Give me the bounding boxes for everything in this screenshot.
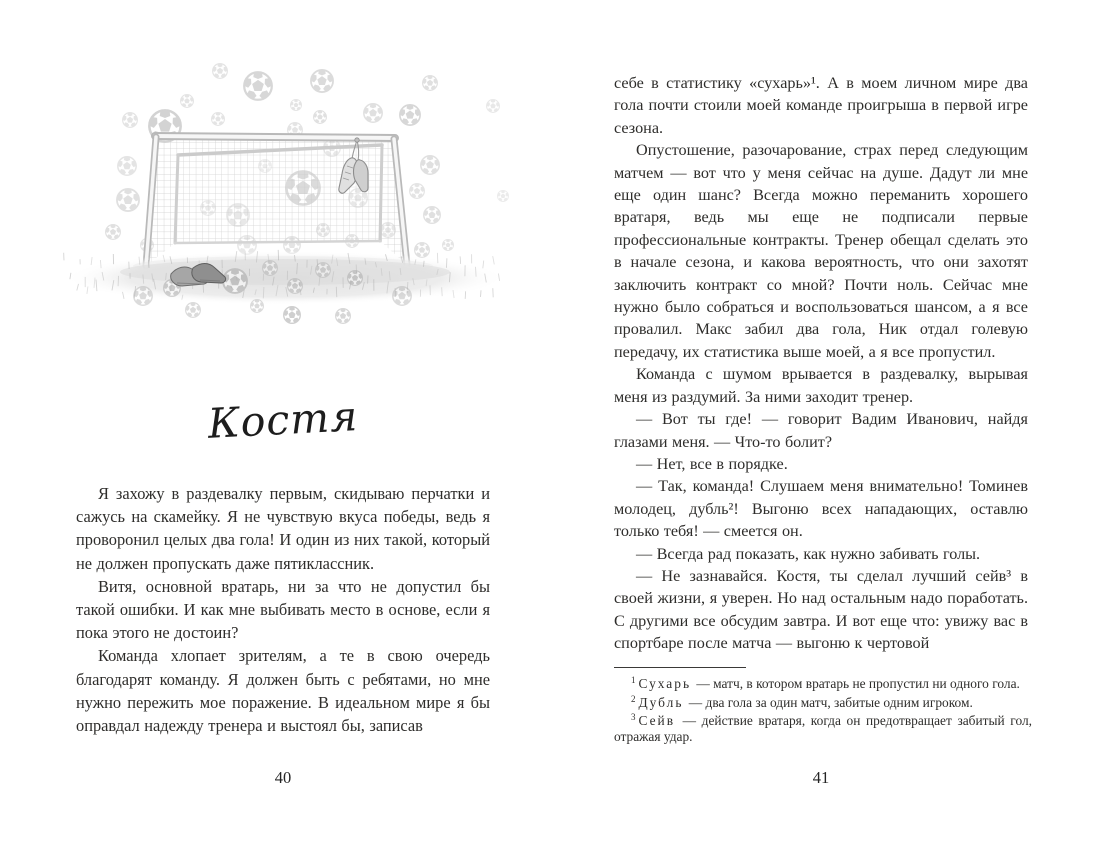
soccer-ball-icon [133, 287, 152, 305]
grass-blade [148, 260, 149, 268]
paragraph: Витя, основной вратарь, ни за что не допустил бы такой ошибки. И как мне выбивать место в основе, если я пока этого не достоин? [76, 576, 490, 643]
soccer-ball-icon [105, 225, 121, 240]
soccer-ball-icon [290, 99, 302, 110]
paragraph: — Нет, все в порядке. [636, 454, 788, 473]
footnote [614, 710, 1032, 744]
chapter-illustration [55, 46, 545, 348]
soccer-ball-icon [486, 100, 500, 113]
soccer-ball-icon [222, 269, 247, 293]
grass-blade [476, 267, 477, 277]
paragraph: Опустошение, разочарование, страх перед следующим матчем — вот что у меня сейчас на душе. Дадут ли мне еще один шанс? Всегда можно переманить хорошего вратаря, ведь мы еще не подписали первые профессиональные контракты. Тренер обещал сделать это в начале сезона, и какова вероятность, что они захотят заключить контракт со мной? Почти ноль. Сейчас мне нужно было собраться и воспользоваться шансом, а я все провалил. Макс забил два гола, Ник отдал голевую передачу, их статистика выше моей, а я все пропустил. [614, 141, 1028, 361]
soccer-goal [146, 135, 407, 266]
left-page-text [76, 482, 490, 737]
footnote-definition: — два гола за один матч, забитые одним игроком. [685, 694, 973, 710]
footnote-marker: 2 [631, 693, 636, 704]
grass-blade [336, 287, 337, 297]
soccer-ball-icon [212, 64, 228, 79]
footnote-marker: 3 [631, 712, 636, 723]
paragraph: Команда с шумом врывается в раздевалку, вырывая меня из раздумий. За ними заходит тренер. [614, 365, 1028, 406]
footnote-term: Сейв [638, 713, 676, 729]
soccer-ball-icon [414, 243, 430, 258]
soccer-ball-icon [363, 104, 382, 122]
footnote-term: Сухарь [638, 676, 692, 691]
page-right [550, 0, 1100, 845]
right-page-text [614, 72, 1028, 655]
page-number-right: 41 [812, 768, 830, 787]
soccer-ball-icon [185, 303, 201, 318]
grass [63, 250, 507, 305]
grass-blade [424, 261, 425, 267]
soccer-ball-icon [409, 184, 425, 199]
grass-blade [91, 257, 92, 265]
footnote [614, 673, 1032, 692]
soccer-ball-icon [347, 271, 363, 286]
soccer-ball-icon [243, 72, 272, 100]
soccer-ball-icon [313, 111, 327, 124]
soccer-ball-icon [310, 70, 333, 92]
paragraph: Я захожу в раздевалку первым, скидываю перчатки и сажусь на скамейку. Я не чувствую вкуса победы, ведь я проворонил целых два гола! И один из них такой, который не должен пропускать даже пятиклассник. [76, 484, 490, 573]
paragraph: — Вот ты где! — говорит Вадим Иванович, найдя глазами меня. — Что-то болит? [614, 410, 1028, 451]
grass-blade [437, 253, 438, 263]
footnote-rule [614, 667, 746, 668]
soccer-ball-icon [335, 309, 351, 324]
soccer-ball-icon [422, 76, 438, 91]
soccer-ball-icon [180, 95, 194, 108]
soccer-ball-icon [117, 157, 136, 175]
soccer-ball-icon [287, 279, 303, 294]
footnote-marker: 1 [631, 675, 636, 685]
soccer-ball-icon [211, 113, 225, 126]
paragraph: Команда хлопает зрителям, а те в свою очередь благодарят команду. Я должен быть с ребятами, но мне нужно пережить мое поражение. В идеальном мире я бы оправдал надежду тренера и выстоял бы, записав [76, 646, 490, 736]
soccer-ball-icon [250, 300, 264, 313]
soccer-ball-icon [442, 239, 454, 250]
footnote-definition: — действие вратаря, когда он предотвращает забитый гол, отражая удар. [614, 713, 1032, 744]
footnote-definition: — матч, в котором вратарь не пропустил ни одного гола. [693, 676, 1020, 691]
footnote-term: Дубль [638, 694, 684, 710]
chapter-title: Костя [206, 392, 360, 448]
paragraph: — Не зазнавайся. Костя, ты сделал лучший сейв³ в своей жизни, я уверен. Но над остальным надо поработать. С другими все обсудим завтра. И вот еще что: увижу вас в спортбаре после матча — выгоню к чертовой [614, 566, 1028, 653]
soccer-ball-icon [423, 207, 440, 224]
soccer-ball-icon [420, 156, 439, 174]
soccer-ball-icon [315, 263, 331, 278]
grass-blade [493, 256, 495, 264]
grass-blade [481, 290, 482, 297]
footnote [614, 692, 1032, 711]
paragraph: — Так, команда! Слушаем меня внимательно! Томинев молодец, дубль²! Выгоню всех нападающих, оставлю только тебя! — смеется он. [614, 477, 1028, 541]
page-number-left: 40 [274, 768, 292, 787]
grass-blade [263, 287, 264, 298]
soccer-ball-icon [283, 307, 300, 324]
grass-blade [442, 287, 443, 296]
paragraph: — Всегда рад показать, как нужно забивать голы. [636, 544, 981, 563]
soccer-ball-icon [116, 189, 139, 211]
soccer-ball-icon [262, 261, 278, 276]
footnotes [614, 666, 1032, 744]
soccer-ball-icon [392, 287, 411, 305]
soccer-ball-icon [122, 113, 138, 128]
grass-blade [460, 256, 461, 264]
soccer-ball-icon [497, 190, 509, 201]
paragraph: себе в статистику «сухарь»¹. А в моем личном мире два гола почти стоили моей команде проигрыша в первой игре сезона. [614, 74, 1028, 137]
soccer-ball-icon [399, 105, 420, 125]
